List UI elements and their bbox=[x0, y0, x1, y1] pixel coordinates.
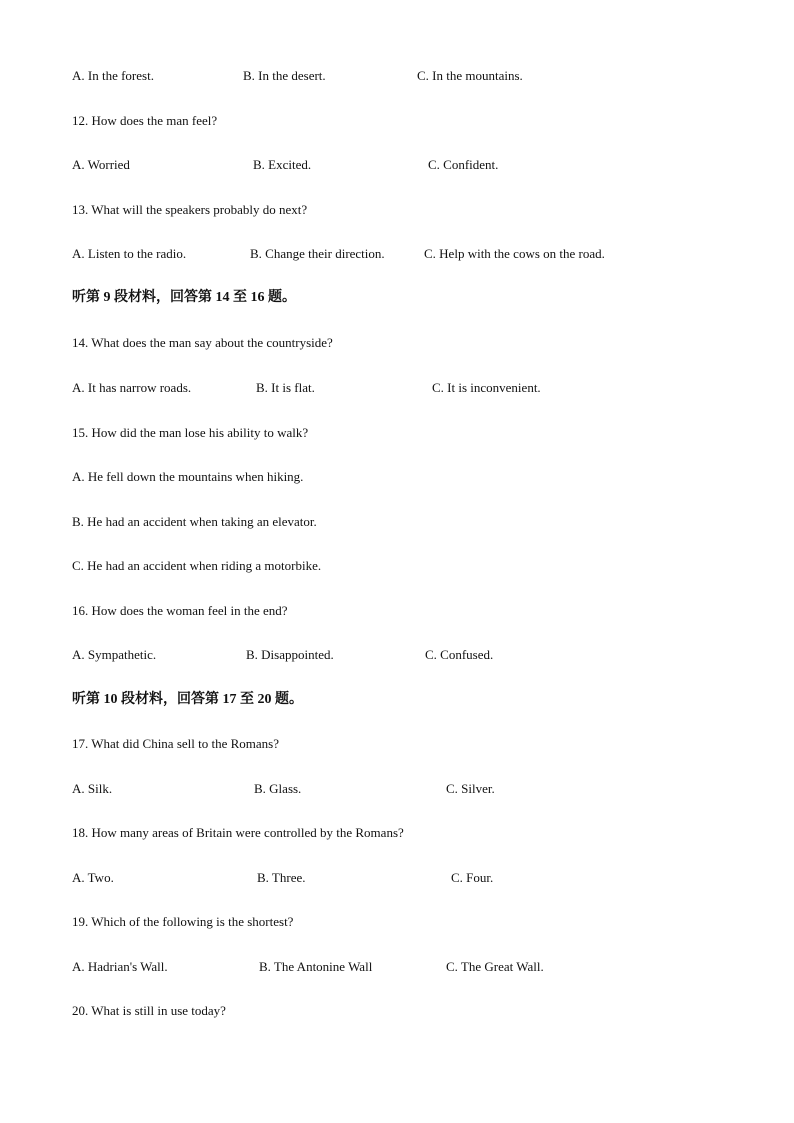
q19-stem: 19. Which of the following is the shortest? bbox=[72, 914, 294, 929]
q14-option-c: C. It is inconvenient. bbox=[432, 380, 541, 395]
q15-stem: 15. How did the man lose his ability to walk? bbox=[72, 425, 309, 440]
q15-option-a: A. He fell down the mountains when hiking. bbox=[72, 469, 304, 484]
q14-option-a: A. It has narrow roads. bbox=[72, 380, 192, 395]
q17-stem: 17. What did China sell to the Romans? bbox=[72, 736, 280, 751]
q18-option-b: B. Three. bbox=[257, 870, 306, 885]
q18-stem: 18. How many areas of Britain were controlled by the Romans? bbox=[72, 825, 404, 840]
q12-option-c: C. Confident. bbox=[428, 157, 499, 172]
section-10-heading: 听第 10 段材料，回答第 17 至 20 题。 bbox=[72, 692, 303, 707]
q13-option-b: B. Change their direction. bbox=[250, 246, 385, 261]
q18-option-c: C. Four. bbox=[451, 870, 494, 885]
q19-option-c: C. The Great Wall. bbox=[446, 959, 544, 974]
q14-stem: 14. What does the man say about the countryside? bbox=[72, 335, 333, 350]
q11-option-c: C. In the mountains. bbox=[417, 68, 523, 83]
q20-stem: 20. What is still in use today? bbox=[72, 1003, 226, 1018]
q15-option-b: B. He had an accident when taking an elevator. bbox=[72, 514, 317, 529]
q18-option-a: A. Two. bbox=[72, 870, 114, 885]
q19-option-a: A. Hadrian's Wall. bbox=[72, 959, 168, 974]
q19-option-b: B. The Antonine Wall bbox=[259, 959, 373, 974]
q14-option-b: B. It is flat. bbox=[256, 380, 315, 395]
q13-option-c: C. Help with the cows on the road. bbox=[424, 246, 605, 261]
q17-option-b: B. Glass. bbox=[254, 781, 302, 796]
q17-option-a: A. Silk. bbox=[72, 781, 113, 796]
q12-option-a: A. Worried bbox=[72, 157, 130, 172]
q13-option-a: A. Listen to the radio. bbox=[72, 246, 187, 261]
q12-option-b: B. Excited. bbox=[253, 157, 312, 172]
q16-stem: 16. How does the woman feel in the end? bbox=[72, 603, 288, 618]
q17-option-c: C. Silver. bbox=[446, 781, 495, 796]
q16-option-a: A. Sympathetic. bbox=[72, 647, 157, 662]
q12-stem: 12. How does the man feel? bbox=[72, 113, 218, 128]
q16-option-c: C. Confused. bbox=[425, 647, 494, 662]
q11-option-b: B. In the desert. bbox=[243, 68, 326, 83]
q11-option-a: A. In the forest. bbox=[72, 68, 154, 83]
q16-option-b: B. Disappointed. bbox=[246, 647, 334, 662]
q13-stem: 13. What will the speakers probably do next? bbox=[72, 202, 308, 217]
section-9-heading: 听第 9 段材料，回答第 14 至 16 题。 bbox=[72, 290, 296, 305]
q15-option-c: C. He had an accident when riding a motorbike. bbox=[72, 558, 322, 573]
